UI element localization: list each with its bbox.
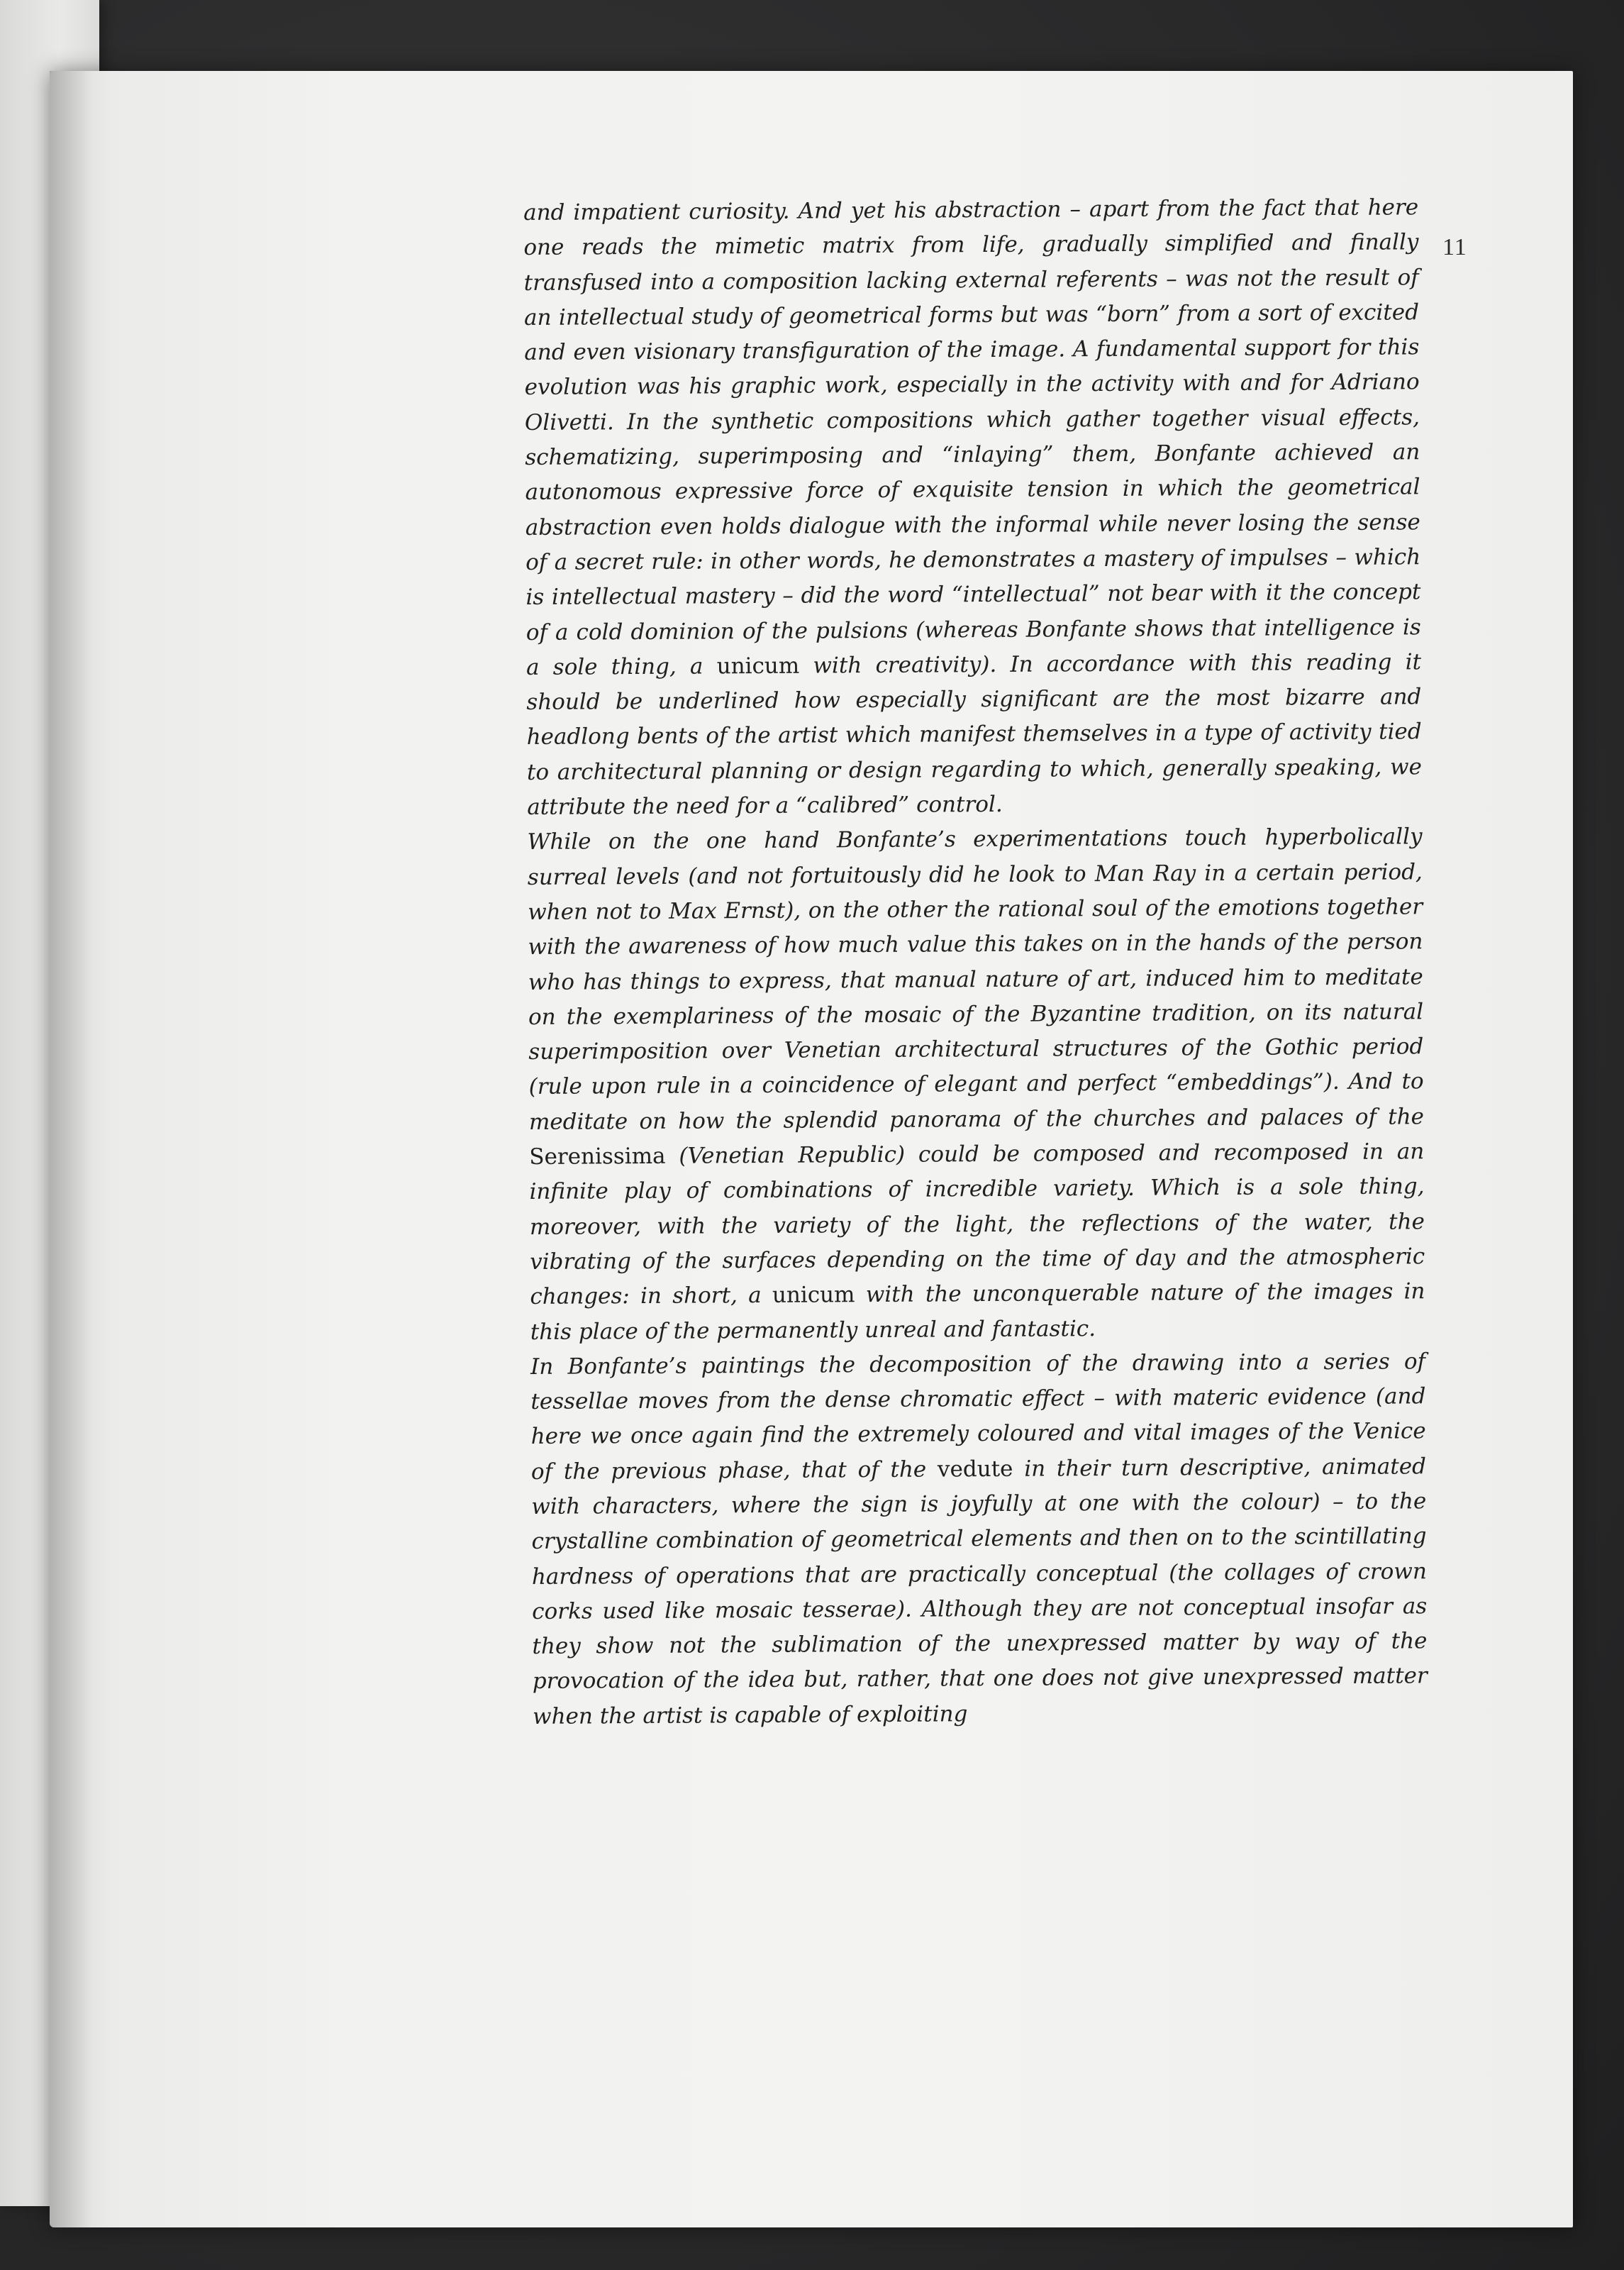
text-run: (Venetian Republic) could be composed and recomposed in an infinite play of combinations of incredible variety. Which is a sole thing, moreover, with the variety of the light, the reflections of the water, the vibrating of the surfaces depending on the time of day and the atmospheric changes: in short, a [529,1139,1425,1310]
text-run: with the unconquerable nature of the images in this place of the permanently unreal and fantastic. [530,1278,1425,1345]
gutter-shadow [50,71,92,2227]
paragraph-1 [523,190,1422,825]
text-run: In Bonfante’s paintings the decomposition of the drawing into a series of tessellae moves from the dense chromatic effect – with materic evidence (and here we once again find the extremely coloured and vital images of the Venice of the previous phase, that of the [530,1349,1426,1485]
body-text [523,190,1428,1734]
paragraph-3 [530,1344,1428,1734]
text-run: and impatient curiosity. And yet his abstraction – apart from the fact that here one reads the mimetic matrix from life, gradually simplified and finally transfused into a composition lacking external referents – was not the result of an intellectual study of geometrical forms but was “born” from a sort of excited and even visionary transfiguration of the image. A fundamental support for this evolution was his graphic work, especially in the activity with and for Adriano Olivetti. In the synthetic compositions which gather together visual effects, schematizing, superimposing and “inlaying” them, Bonfante achieved an autonomous expressive force of exquisite tension in which the geometrical abstraction even holds dialogue with the informal while never losing the sense of a secret rule: in other words, he demonstrates a mastery of impulses – which is intellectual mastery – did the word “intellectual” not bear with it the concept of a cold dominion of the pulsions (whereas Bonfante shows that intelligence is a sole thing, a [523,194,1421,680]
latin-term: unicum [716,653,800,680]
italian-term: vedute [937,1456,1013,1483]
latin-term: unicum [772,1282,855,1309]
text-run: with creativity). In accordance with this reading it should be underlined how especially significant are the most bizarre and headlong bents of the artist which manifest themselves in a type of activity tied to architectural planning or design regarding to which, generally speaking, we attribute the need for a “calibred” control. [526,649,1423,821]
italian-term: Serenissima [529,1143,666,1170]
text-run: While on the one hand Bonfante’s experimentations touch hyperbolically surreal levels (and not fortuitously did he look to Man Ray in a certain period, when not to Max Ernst), on the other the rational soul of the emotions together with the awareness of how much value this takes on in the hands of the person who has things to express, that manual nature of art, induced him to meditate on the exemplariness of the mosaic of the Byzantine tradition, on its natural superimposition over Venetian architectural structures of the Gothic period (rule upon rule in a coincidence of elegant and perfect “embeddings”). And to meditate on how the splendid panorama of the churches and palaces of the [527,824,1425,1135]
page-number: 11 [1442,234,1467,260]
text-run: in their turn descriptive, animated with characters, where the sign is joyfully at one with the colour) – to the crystalline combination of geometrical elements and then on to the scintillating hardness of operations that are practically conceptual (the collages of crown corks used like mosaic tesserae). Although they are not conceptual insofar as they show not the sublimation of the unexpressed matter by way of the provocation of the idea but, rather, that one does not give unexpressed matter when the artist is capable of exploiting [531,1453,1428,1729]
paragraph-2 [527,820,1425,1350]
